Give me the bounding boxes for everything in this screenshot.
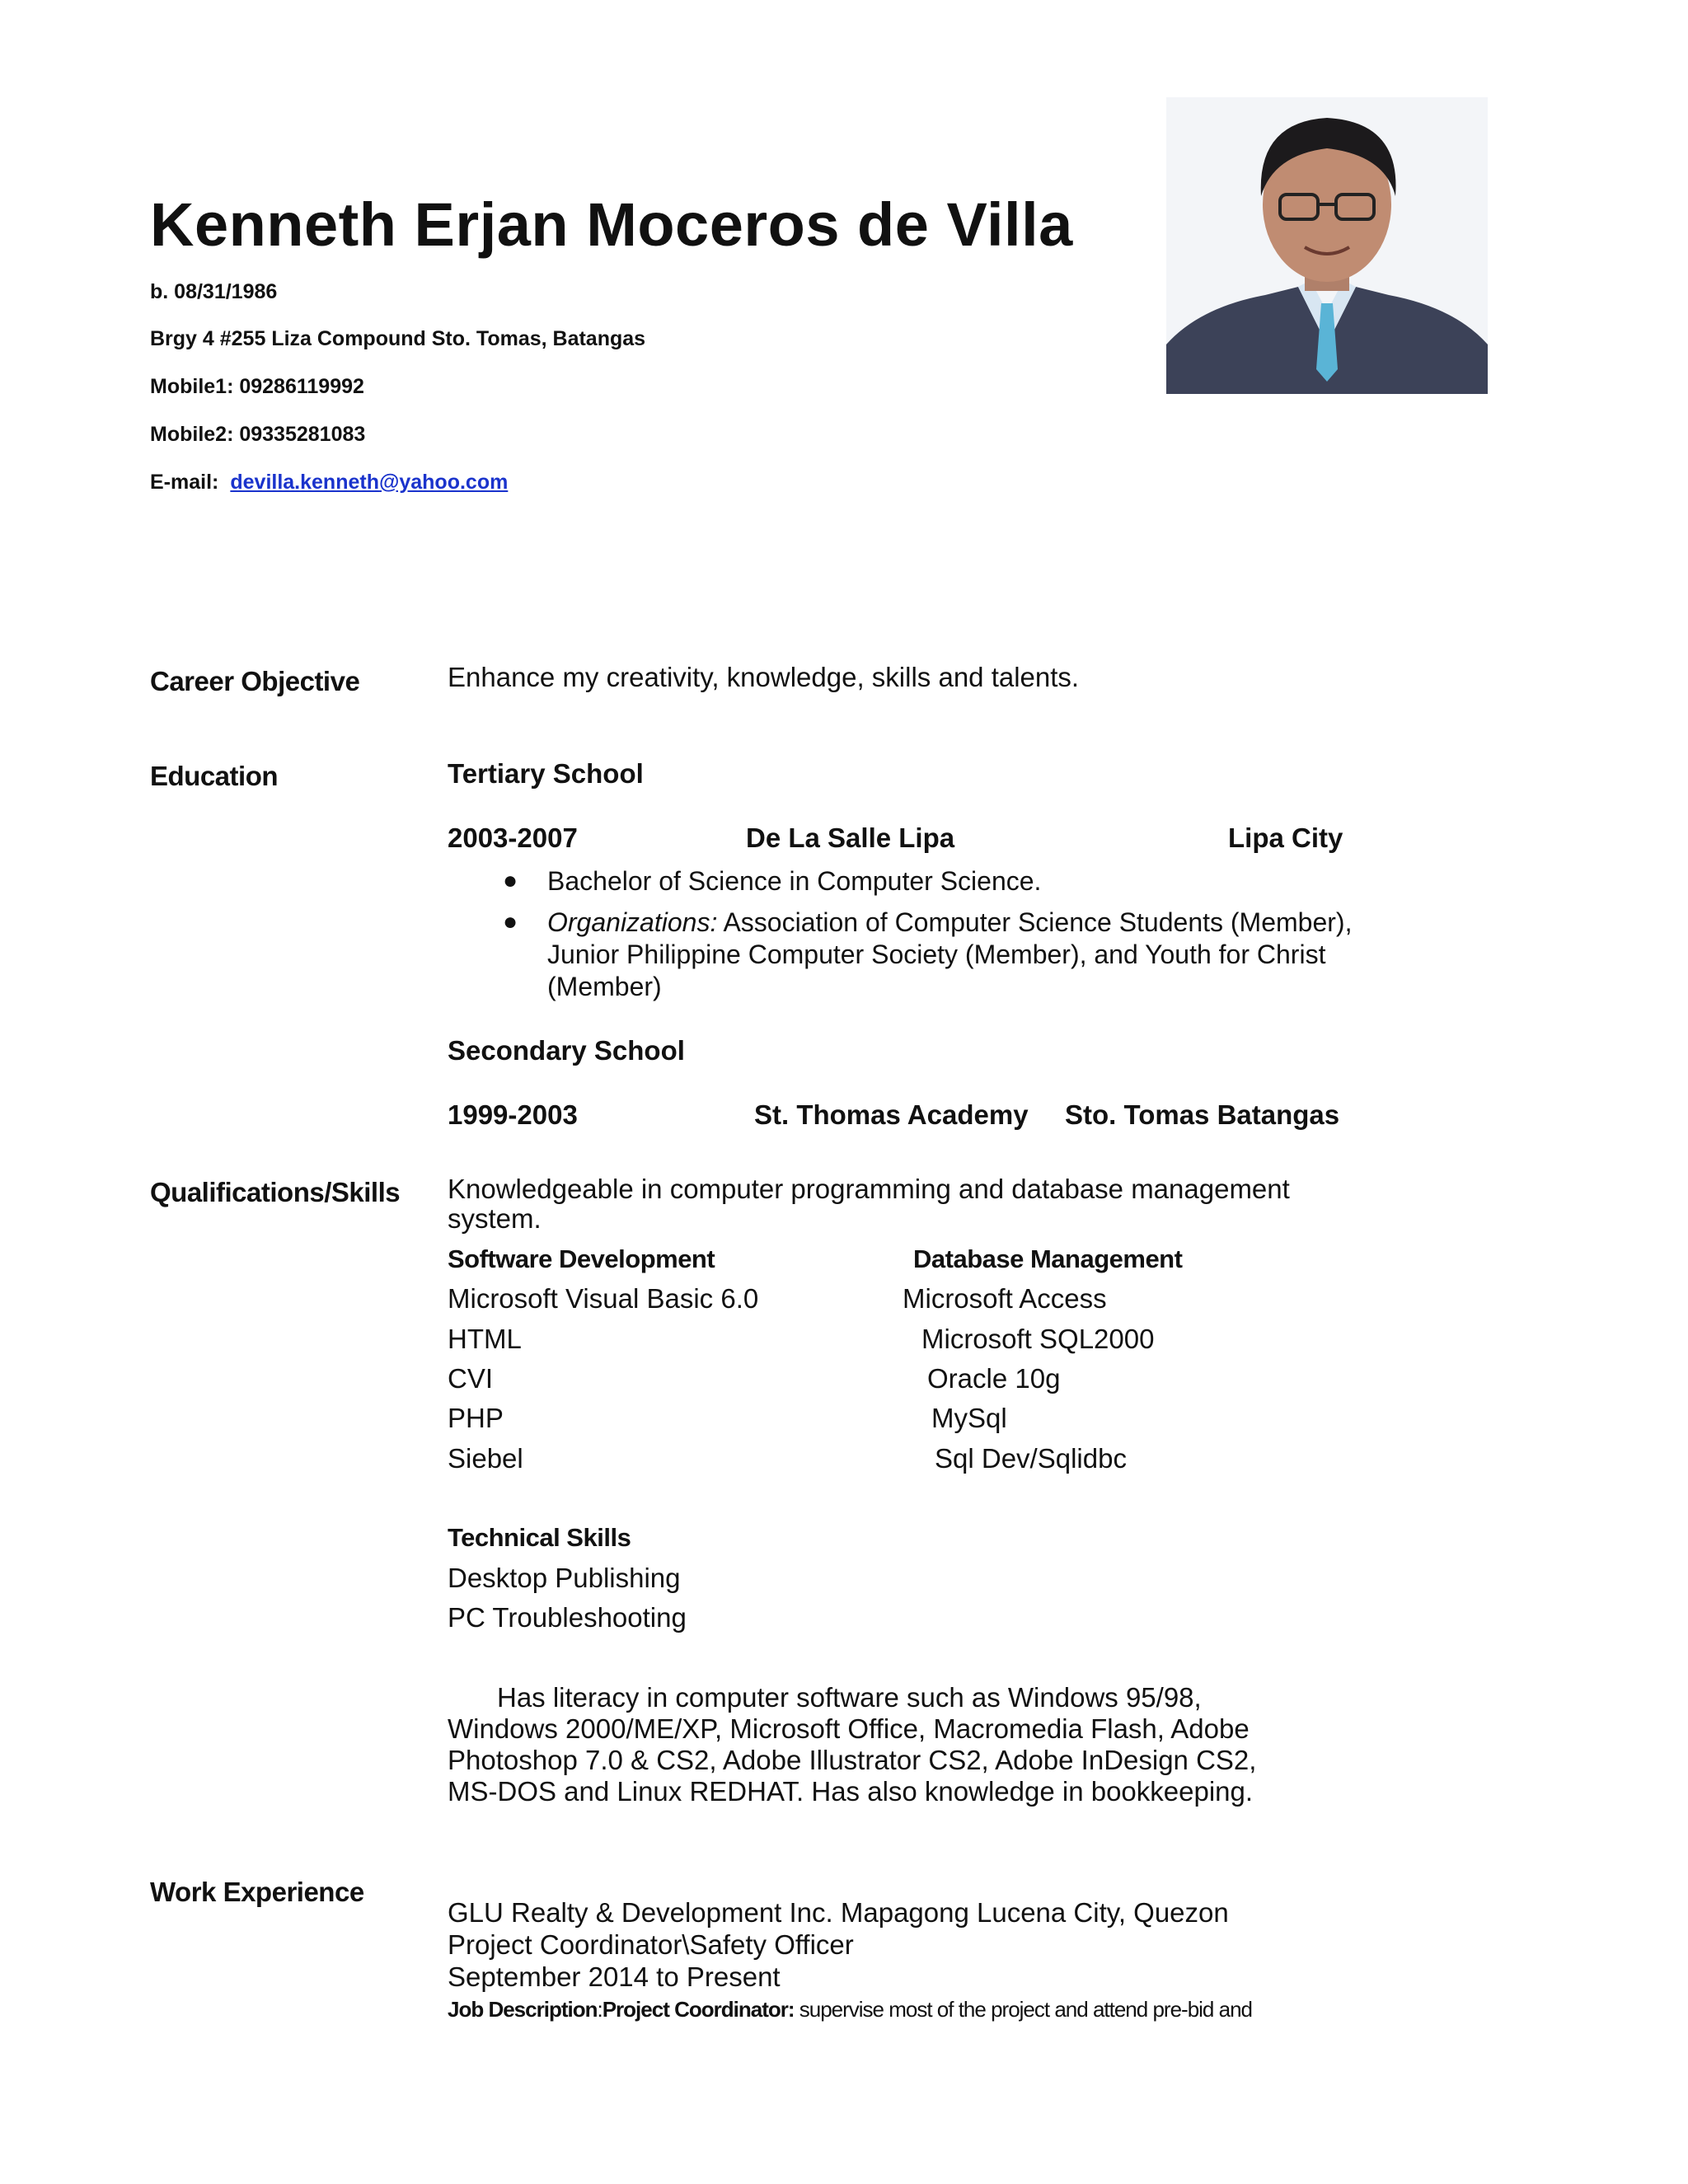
- database-item: Oracle 10g: [927, 1363, 1061, 1394]
- bullet-icon: ●: [503, 908, 518, 935]
- secondary-location: Sto. Tomas Batangas: [1065, 1099, 1340, 1130]
- database-item: MySql: [931, 1403, 1007, 1433]
- database-item: Sql Dev/Sqlidbc: [935, 1443, 1127, 1474]
- software-heading: Software Development: [448, 1244, 715, 1273]
- organizations-list: Association of Computer Science Students (Member), Junior Philippine Computer Society (Member), and Youth for Christ (Member): [547, 907, 1353, 1001]
- birth-date: b. 08/31/1986: [150, 280, 278, 303]
- skills-label: Qualifications/Skills: [150, 1177, 401, 1207]
- email-label: E-mail:: [150, 471, 219, 494]
- tertiary-location: Lipa City: [1228, 823, 1343, 853]
- tertiary-school: De La Salle Lipa: [746, 823, 955, 853]
- work-experience-label: Work Experience: [150, 1877, 364, 1907]
- database-heading: Database Management: [913, 1244, 1183, 1273]
- software-item: PHP: [448, 1403, 504, 1433]
- software-item: CVI: [448, 1363, 494, 1394]
- degree-text: Bachelor of Science in Computer Science.: [547, 866, 1042, 896]
- mobile-2: Mobile2: 09335281083: [150, 423, 366, 446]
- secondary-years: 1999-2003: [448, 1099, 578, 1130]
- work-period: September 2014 to Present: [448, 1961, 781, 1992]
- database-item: Microsoft SQL2000: [921, 1324, 1155, 1354]
- organizations-text: [547, 907, 1355, 1003]
- secondary-school: St. Thomas Academy: [754, 1099, 1029, 1130]
- work-company: GLU Realty & Development Inc. Mapagong Lucena City, Quezon: [448, 1897, 1229, 1928]
- bullet-icon: ●: [503, 867, 518, 894]
- secondary-heading: Secondary School: [448, 1035, 685, 1066]
- software-item: Microsoft Visual Basic 6.0: [448, 1283, 759, 1314]
- technical-item: Desktop Publishing: [448, 1563, 681, 1593]
- mobile-1: Mobile1: 09286119992: [150, 375, 364, 398]
- work-position: Project Coordinator\Safety Officer: [448, 1929, 854, 1960]
- software-item: HTML: [448, 1324, 522, 1354]
- job-description-label: Job Description: [448, 1997, 598, 2022]
- career-objective-label: Career Objective: [150, 666, 360, 696]
- address: Brgy 4 #255 Liza Compound Sto. Tomas, Batangas: [150, 327, 646, 350]
- email-line: [150, 471, 508, 494]
- tertiary-heading: Tertiary School: [448, 758, 644, 789]
- career-objective-text: Enhance my creativity, knowledge, skills and talents.: [448, 662, 1080, 692]
- software-item: Siebel: [448, 1443, 523, 1474]
- organizations-label: Organizations:: [547, 907, 718, 937]
- email-link[interactable]: devilla.kenneth@yahoo.com: [230, 471, 509, 494]
- education-label: Education: [150, 761, 279, 791]
- job-role: Project Coordinator:: [602, 1997, 795, 2022]
- applicant-name: Kenneth Erjan Moceros de Villa: [150, 190, 1073, 259]
- technical-heading: Technical Skills: [448, 1523, 631, 1552]
- skills-intro: Knowledgeable in computer programming and database management system.: [448, 1174, 1290, 1234]
- literacy-paragraph: Has literacy in computer software such as Windows 95/98, Windows 2000/ME/XP, Microsoft Office, Macromedia Flash, Adobe Photoshop 7.0 & CS2, Adobe Illustrator CS2, Adobe InDesign CS2, MS-DOS and Linux REDHAT. Has also knowledge in bookkeeping.: [448, 1682, 1257, 1807]
- technical-item: PC Troubleshooting: [448, 1602, 687, 1633]
- job-text: supervise most of the project and attend pre-bid and: [794, 1997, 1252, 2022]
- job-description: Job Description:Project Coordinator: supervise most of the project and attend pre-bid and: [448, 1997, 1252, 2022]
- database-item: Microsoft Access: [903, 1283, 1107, 1314]
- tertiary-years: 2003-2007: [448, 823, 578, 853]
- profile-photo: [1166, 97, 1488, 394]
